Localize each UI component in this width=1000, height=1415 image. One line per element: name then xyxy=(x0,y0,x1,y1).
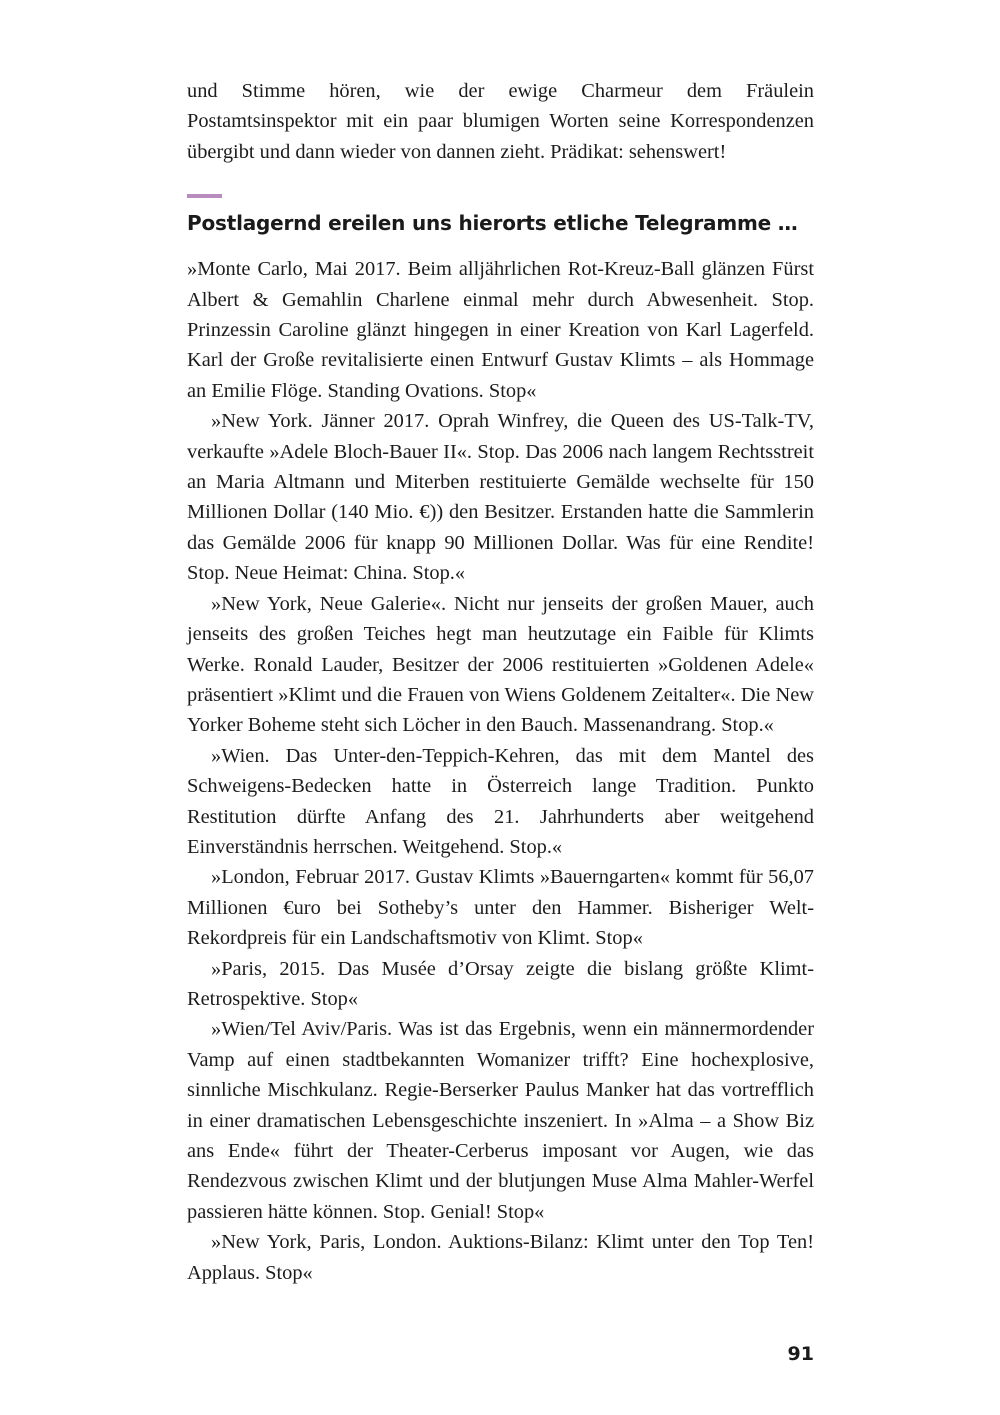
text-column xyxy=(187,76,814,1288)
telegram-paragraph-wien: »Wien. Das Unter-den-Teppich-Kehren, das mit dem Mantel des Schweigens-Bedecken hatte in Österreich lange Tradition. Punkto Restitution dürfte Anfang des 21. Jahrhunderts aber weitgehend Einverständnis herrschen. Weitgehend. Stop.« xyxy=(187,744,814,858)
telegram-paragraph-neue-galerie: »New York, Neue Galerie«. Nicht nur jenseits der großen Mauer, auch jenseits des großen Teiches hegt man heutzutage ein Faible für Klimts Werke. Ronald Lauder, Besitzer der 2006 restituierten »Goldenen Adele« präsentiert »Klimt und die Frauen von Wiens Goldenem Zeitalter«. Die New Yorker Boheme steht sich Löcher in den Bauch. Massenandrang. Stop.« xyxy=(187,592,814,737)
section-heading: Postlagernd ereilen uns hierorts etliche Telegramme … xyxy=(187,211,798,236)
telegram-paragraph-monte-carlo: »Monte Carlo, Mai 2017. Beim alljährlichen Rot-Kreuz-Ball glänzen Fürst Albert & Gemahlin Charlene einmal mehr durch Abwesenheit. Stop. Prinzessin Caroline glänzt hingegen in einer Kreation von Karl Lagerfeld. Karl der Große revitalisierte einen Entwurf Gustav Klimts – als Hommage an Emilie Flöge. Standing Ovations. Stop« xyxy=(187,258,814,402)
telegram-paragraph-auktions-bilanz: »New York, Paris, London. Auktions-Bilanz: Klimt unter den Top Ten! Applaus. Stop« xyxy=(187,1231,814,1284)
section-accent-rule xyxy=(187,194,222,198)
telegram-paragraph-new-york-jaenner: »New York. Jänner 2017. Oprah Winfrey, die Queen des US-Talk-TV, verkaufte »Adele Bloch-Bauer II«. Stop. Das 2006 nach langem Rechtsstreit an Maria Altmann und Miterben restituierte Gemälde wechselte für 150 Millionen Dollar (140 Mio. €)) den Besitzer. Erstanden hatte die Sammlerin das Gemälde 2006 für knapp 90 Millionen Dollar. Was für eine Rendite! Stop. Neue Heimat: China. Stop.« xyxy=(187,410,814,585)
page-number: 91 xyxy=(787,1343,814,1365)
telegram-paragraph-paris: »Paris, 2015. Das Musée d’Orsay zeigte die bislang größte Klimt-Retrospektive. Stop« xyxy=(187,957,814,1010)
telegram-paragraph-wien-tel-aviv-paris: »Wien/Tel Aviv/Paris. Was ist das Ergebnis, wenn ein männermordender Vamp auf einen stadtbekannten Womanizer trifft? Eine hochexplosive, sinnliche Mischkulanz. Regie-Berserker Paulus Manker hat das vortrefflich in einer dramatischen Lebensgeschichte inszeniert. In »Alma – a Show Biz ans Ende« führt der Theater-Cerberus imposant vor Augen, wie das Rendezvous zwischen Klimt und der blutjungen Muse Alma Mahler-Werfel passieren hätte können. Stop. Genial! Stop« xyxy=(187,1018,814,1223)
telegram-paragraph-london: »London, Februar 2017. Gustav Klimts »Bauerngarten« kommt für 56,07 Millionen €uro bei Sotheby’s unter den Hammer. Bisheriger Welt-Rekordpreis für ein Landschaftsmotiv von Klimt. Stop« xyxy=(187,866,814,950)
intro-paragraph: und Stimme hören, wie der ewige Charmeur dem Fräulein Postamtsinspektor mit ein paar blumigen Worten seine Korrespondenzen übergibt und dann wieder von dannen zieht. Prädikat: sehenswert! xyxy=(187,80,814,163)
